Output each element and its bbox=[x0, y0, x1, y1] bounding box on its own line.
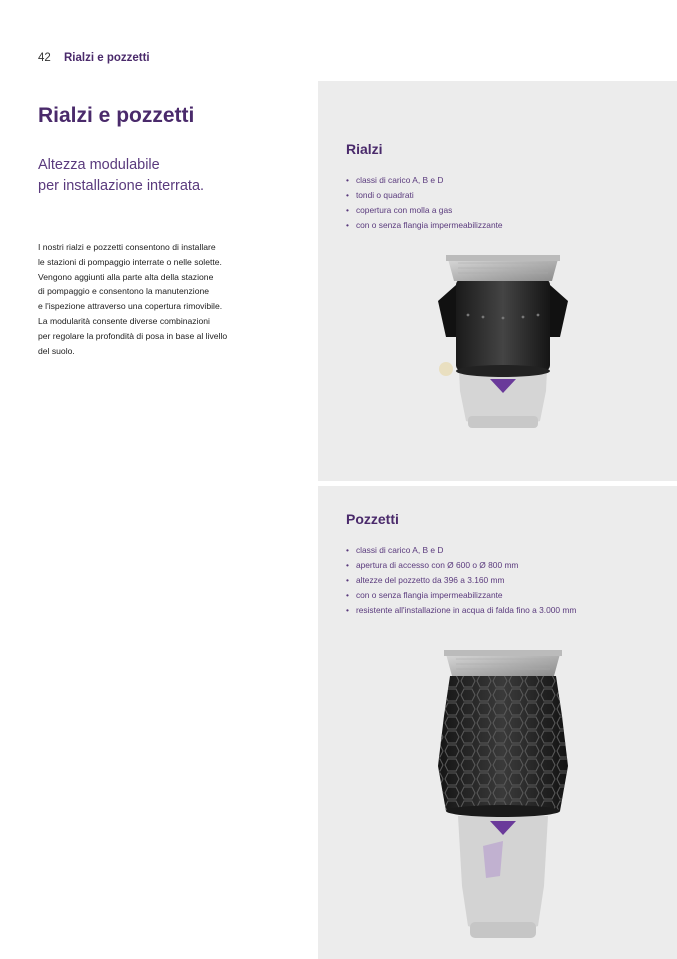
body-line: Vengono aggiunti alla parte alta della stazione bbox=[38, 271, 214, 282]
list-item: • classi di carico A, B e D bbox=[346, 543, 576, 558]
body-line: I nostri rialzi e pozzetti consentono di installare bbox=[38, 242, 216, 252]
pozzetti-feature-list bbox=[346, 543, 576, 618]
pozzetto-product-image bbox=[428, 646, 578, 946]
list-item: • con o senza flangia impermeabilizzante bbox=[346, 588, 576, 603]
page-number: 42 bbox=[38, 52, 51, 64]
list-item: • classi di carico A, B e D bbox=[346, 173, 503, 188]
page-title: Rialzi e pozzetti bbox=[38, 104, 195, 127]
body-line: La modularità consente diverse combinazioni bbox=[38, 315, 210, 326]
list-item: • copertura con molla a gas bbox=[346, 203, 503, 218]
running-section-title: Rialzi e pozzetti bbox=[64, 52, 150, 64]
body-line: le stazioni di pompaggio interrate o nelle solette. bbox=[38, 256, 222, 267]
subtitle-line: per installazione interrata. bbox=[38, 178, 205, 194]
list-item: • apertura di accesso con Ø 600 o Ø 800 mm bbox=[346, 558, 576, 573]
rialzi-heading: Rialzi bbox=[346, 141, 383, 157]
list-item: • altezze del pozzetto da 396 a 3.160 mm bbox=[346, 573, 576, 588]
list-item: • resistente all'installazione in acqua di falda fino a 3.000 mm bbox=[346, 603, 576, 618]
body-line: del suolo. bbox=[38, 345, 75, 356]
body-paragraph bbox=[38, 240, 258, 358]
subtitle bbox=[38, 155, 298, 197]
rialzi-panel bbox=[318, 81, 677, 481]
subtitle-line: Altezza modulabile bbox=[38, 157, 160, 173]
list-item: • con o senza flangia impermeabilizzante bbox=[346, 218, 503, 233]
list-item: • tondi o quadrati bbox=[346, 188, 503, 203]
pozzetti-panel bbox=[318, 486, 677, 959]
body-line: per regolare la profondità di posa in base al livello bbox=[38, 330, 228, 341]
body-line: e l'ispezione attraverso una copertura rimovibile. bbox=[38, 301, 223, 312]
page-header bbox=[38, 52, 150, 64]
pozzetti-heading: Pozzetti bbox=[346, 511, 399, 527]
rialzi-feature-list bbox=[346, 173, 503, 233]
body-line: di pompaggio e consentono la manutenzione bbox=[38, 286, 210, 297]
rialzo-product-image bbox=[428, 251, 578, 441]
